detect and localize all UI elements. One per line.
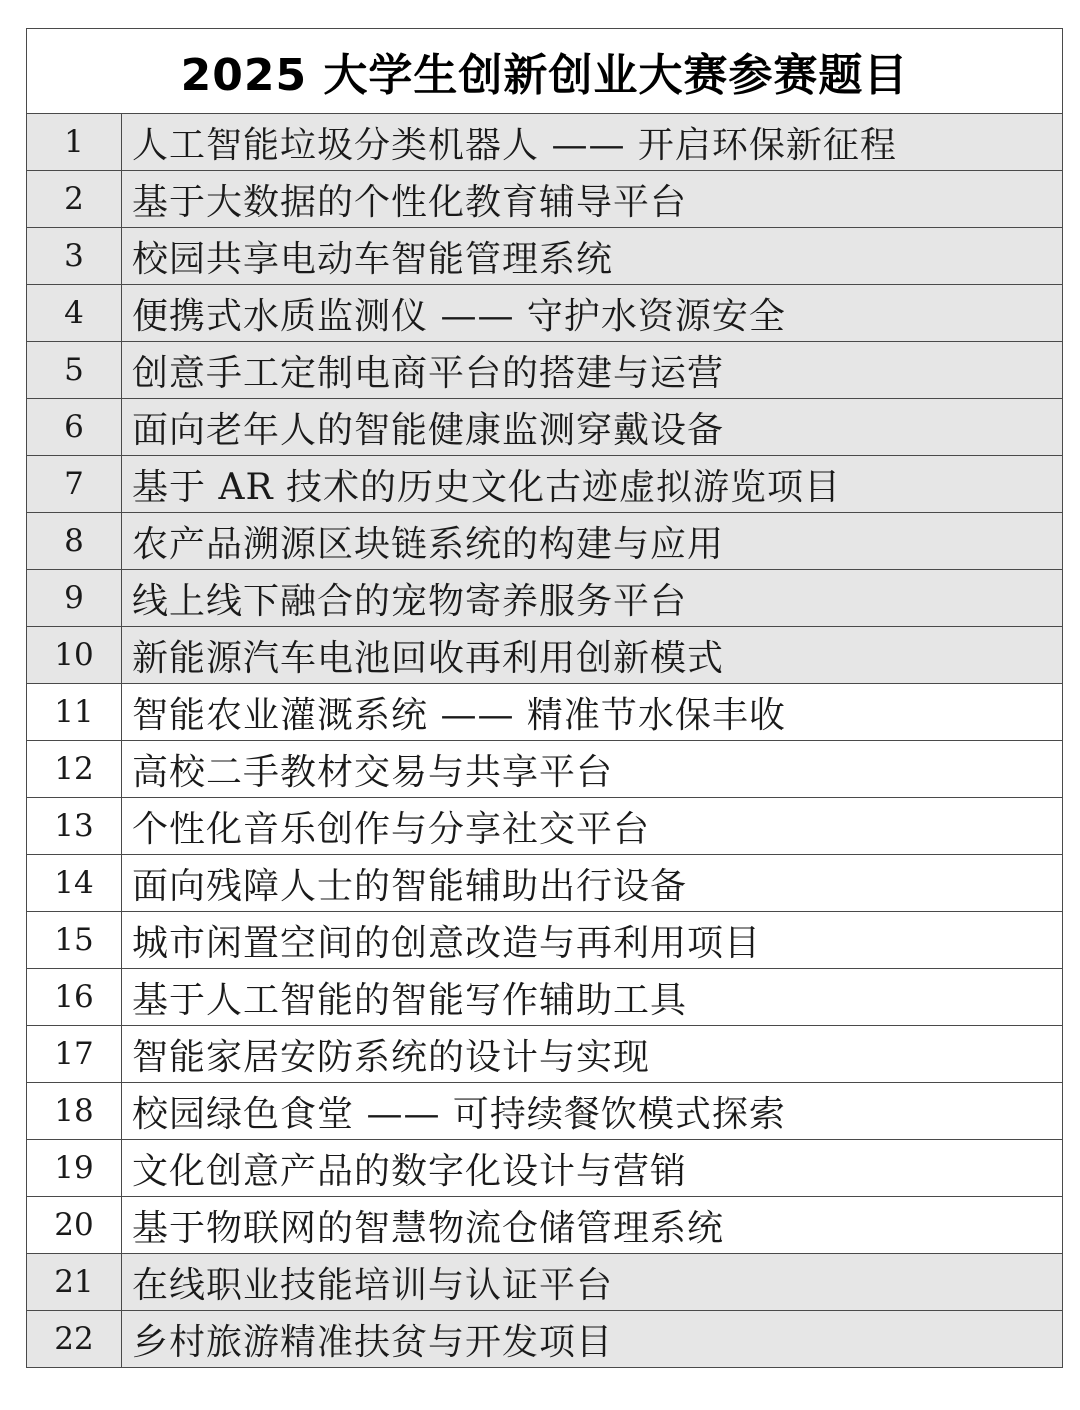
table-row — [27, 741, 1063, 798]
row-number: 8 — [27, 513, 122, 570]
row-number: 12 — [27, 741, 122, 798]
topic-title: 面向残障人士的智能辅助出行设备 — [122, 855, 1063, 912]
topic-title: 基于 AR 技术的历史文化古迹虚拟游览项目 — [122, 456, 1063, 513]
table-row — [27, 855, 1063, 912]
table-row — [27, 342, 1063, 399]
topic-title: 在线职业技能培训与认证平台 — [122, 1254, 1063, 1311]
table-row — [27, 969, 1063, 1026]
competition-topics-table — [26, 28, 1063, 1368]
row-number: 20 — [27, 1197, 122, 1254]
topic-title: 农产品溯源区块链系统的构建与应用 — [122, 513, 1063, 570]
topic-title: 智能家居安防系统的设计与实现 — [122, 1026, 1063, 1083]
page-title: 2025 大学生创新创业大赛参赛题目 — [27, 29, 1063, 114]
topic-title: 便携式水质监测仪 —— 守护水资源安全 — [122, 285, 1063, 342]
row-number: 10 — [27, 627, 122, 684]
table-row — [27, 1197, 1063, 1254]
table-row — [27, 456, 1063, 513]
topic-title: 基于人工智能的智能写作辅助工具 — [122, 969, 1063, 1026]
row-number: 1 — [27, 114, 122, 171]
table-row — [27, 1311, 1063, 1368]
table-row — [27, 1026, 1063, 1083]
row-number: 7 — [27, 456, 122, 513]
table-row — [27, 285, 1063, 342]
row-number: 19 — [27, 1140, 122, 1197]
table-row — [27, 1254, 1063, 1311]
table-row — [27, 171, 1063, 228]
topic-title: 城市闲置空间的创意改造与再利用项目 — [122, 912, 1063, 969]
row-number: 4 — [27, 285, 122, 342]
table-row — [27, 114, 1063, 171]
table-row — [27, 399, 1063, 456]
topic-title: 基于大数据的个性化教育辅导平台 — [122, 171, 1063, 228]
table-body — [27, 29, 1063, 1368]
topic-title: 乡村旅游精准扶贫与开发项目 — [122, 1311, 1063, 1368]
topic-title: 新能源汽车电池回收再利用创新模式 — [122, 627, 1063, 684]
topic-title: 创意手工定制电商平台的搭建与运营 — [122, 342, 1063, 399]
topic-title: 高校二手教材交易与共享平台 — [122, 741, 1063, 798]
table-row — [27, 1083, 1063, 1140]
row-number: 3 — [27, 228, 122, 285]
topic-title: 校园绿色食堂 —— 可持续餐饮模式探索 — [122, 1083, 1063, 1140]
row-number: 14 — [27, 855, 122, 912]
row-number: 21 — [27, 1254, 122, 1311]
table-row — [27, 912, 1063, 969]
table-row — [27, 798, 1063, 855]
row-number: 18 — [27, 1083, 122, 1140]
row-number: 13 — [27, 798, 122, 855]
row-number: 15 — [27, 912, 122, 969]
topic-title: 面向老年人的智能健康监测穿戴设备 — [122, 399, 1063, 456]
title-row — [27, 29, 1063, 114]
table-row — [27, 513, 1063, 570]
topic-title: 线上线下融合的宠物寄养服务平台 — [122, 570, 1063, 627]
topic-title: 智能农业灌溉系统 —— 精准节水保丰收 — [122, 684, 1063, 741]
topic-title: 基于物联网的智慧物流仓储管理系统 — [122, 1197, 1063, 1254]
topic-title: 个性化音乐创作与分享社交平台 — [122, 798, 1063, 855]
row-number: 2 — [27, 171, 122, 228]
row-number: 22 — [27, 1311, 122, 1368]
row-number: 16 — [27, 969, 122, 1026]
row-number: 6 — [27, 399, 122, 456]
row-number: 11 — [27, 684, 122, 741]
table-row — [27, 228, 1063, 285]
table-row — [27, 684, 1063, 741]
topic-title: 文化创意产品的数字化设计与营销 — [122, 1140, 1063, 1197]
table-row — [27, 570, 1063, 627]
row-number: 5 — [27, 342, 122, 399]
row-number: 9 — [27, 570, 122, 627]
table-row — [27, 627, 1063, 684]
topic-title: 校园共享电动车智能管理系统 — [122, 228, 1063, 285]
topic-title: 人工智能垃圾分类机器人 —— 开启环保新征程 — [122, 114, 1063, 171]
table-row — [27, 1140, 1063, 1197]
row-number: 17 — [27, 1026, 122, 1083]
